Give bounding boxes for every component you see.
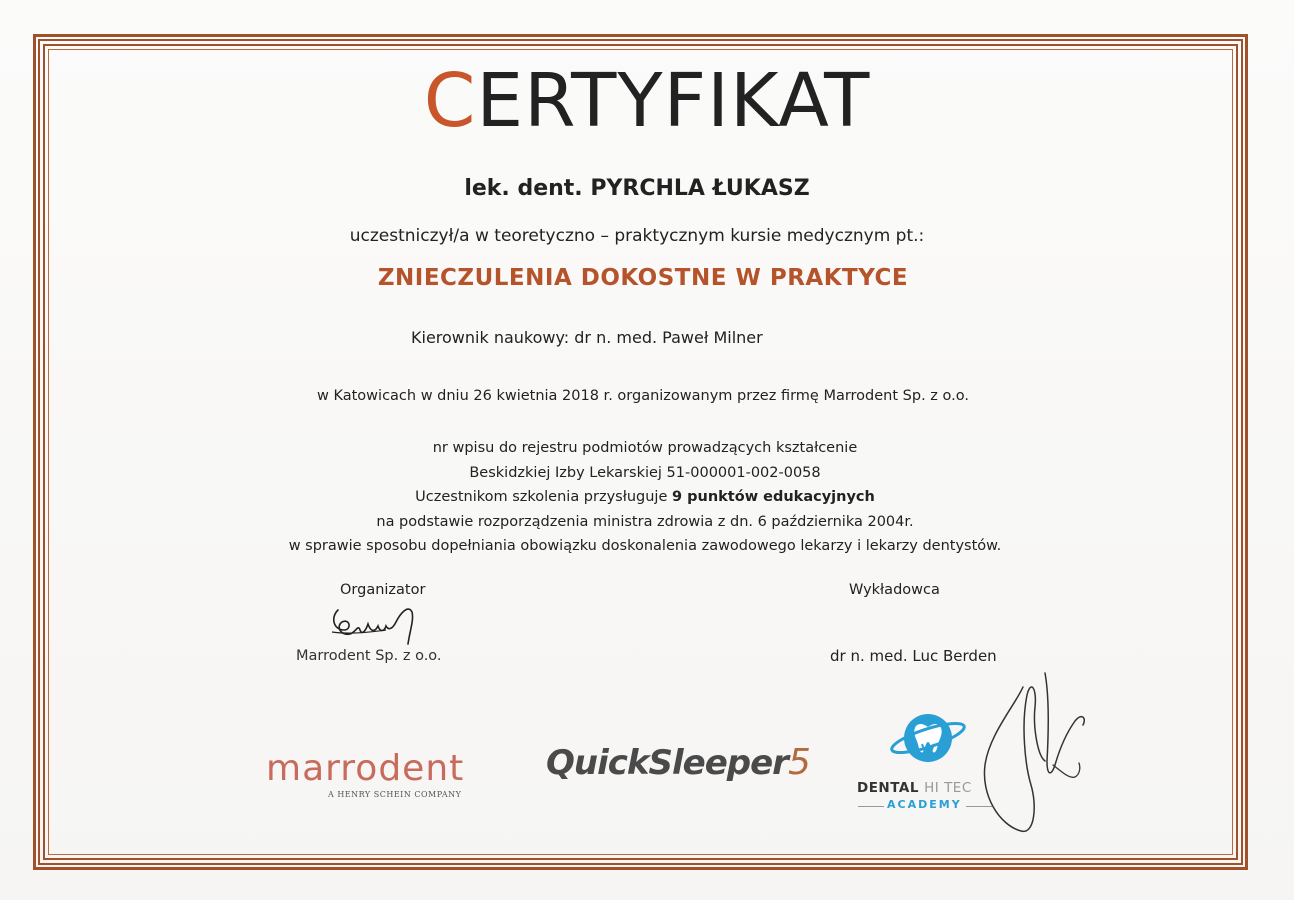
registry-line-1: nr wpisu do rejestru podmiotów prowadzących kształcenie bbox=[432, 440, 858, 456]
organizer-company: Marrodent Sp. z o.o. bbox=[296, 648, 442, 664]
lecturer-signature bbox=[975, 665, 1100, 840]
title-rest: ERTYFIKAT bbox=[476, 58, 871, 144]
participation-text: uczestniczył/a w teoretyczno – praktycznym kursie medycznym pt.: bbox=[349, 226, 925, 246]
hi-tec-word: HI TEC bbox=[924, 780, 972, 796]
dental-hi-tec-name bbox=[857, 780, 972, 796]
marrodent-wordmark: marrodent bbox=[266, 748, 465, 789]
quicksleeper-version: 5 bbox=[787, 742, 811, 783]
organizer-signature bbox=[326, 600, 426, 650]
registry-line-2: Beskidzkiej Izby Lekarskiej 51-000001-002-0058 bbox=[469, 464, 821, 481]
marrodent-logo bbox=[266, 748, 486, 804]
tooth-globe-icon bbox=[888, 708, 968, 770]
course-title: ZNIECZULENIA DOKOSTNE W PRAKTYCE bbox=[377, 265, 909, 291]
lecturer-name: dr n. med. Luc Berden bbox=[830, 647, 997, 665]
academy-rule-left bbox=[858, 806, 884, 807]
marrodent-tagline: A HENRY SCHEIN COMPANY bbox=[328, 790, 462, 799]
legal-line-2: w sprawie sposobu dopełniania obowiązku doskonalenia zawodowego lekarzy i lekarzy dentystów. bbox=[288, 538, 1002, 554]
certificate-title bbox=[0, 58, 1294, 144]
place-and-date: w Katowicach w dniu 26 kwietnia 2018 r. organizowanym przez firmę Marrodent Sp. z o.o. bbox=[317, 388, 969, 404]
organizer-label: Organizator bbox=[340, 582, 426, 598]
quicksleeper-logo bbox=[546, 742, 811, 783]
title-initial: C bbox=[423, 58, 477, 144]
dental-word: DENTAL bbox=[857, 780, 919, 796]
lecturer-label: Wykładowca bbox=[849, 582, 940, 598]
recipient-name: lek. dent. PYRCHLA ŁUKASZ bbox=[464, 176, 810, 201]
legal-line-1: na podstawie rozporządzenia ministra zdrowia z dn. 6 października 2004r. bbox=[376, 513, 914, 530]
academy-label: ACADEMY bbox=[887, 798, 962, 811]
points-value: 9 punktów edukacyjnych bbox=[672, 489, 875, 505]
quicksleeper-wordmark: QuickSleeper bbox=[546, 743, 788, 783]
points-prefix: Uczestnikom szkolenia przysługuje bbox=[415, 489, 672, 505]
scientific-leader: Kierownik naukowy: dr n. med. Paweł Milner bbox=[411, 328, 763, 347]
points-line bbox=[0, 485, 1292, 510]
registry-block bbox=[0, 436, 1292, 559]
